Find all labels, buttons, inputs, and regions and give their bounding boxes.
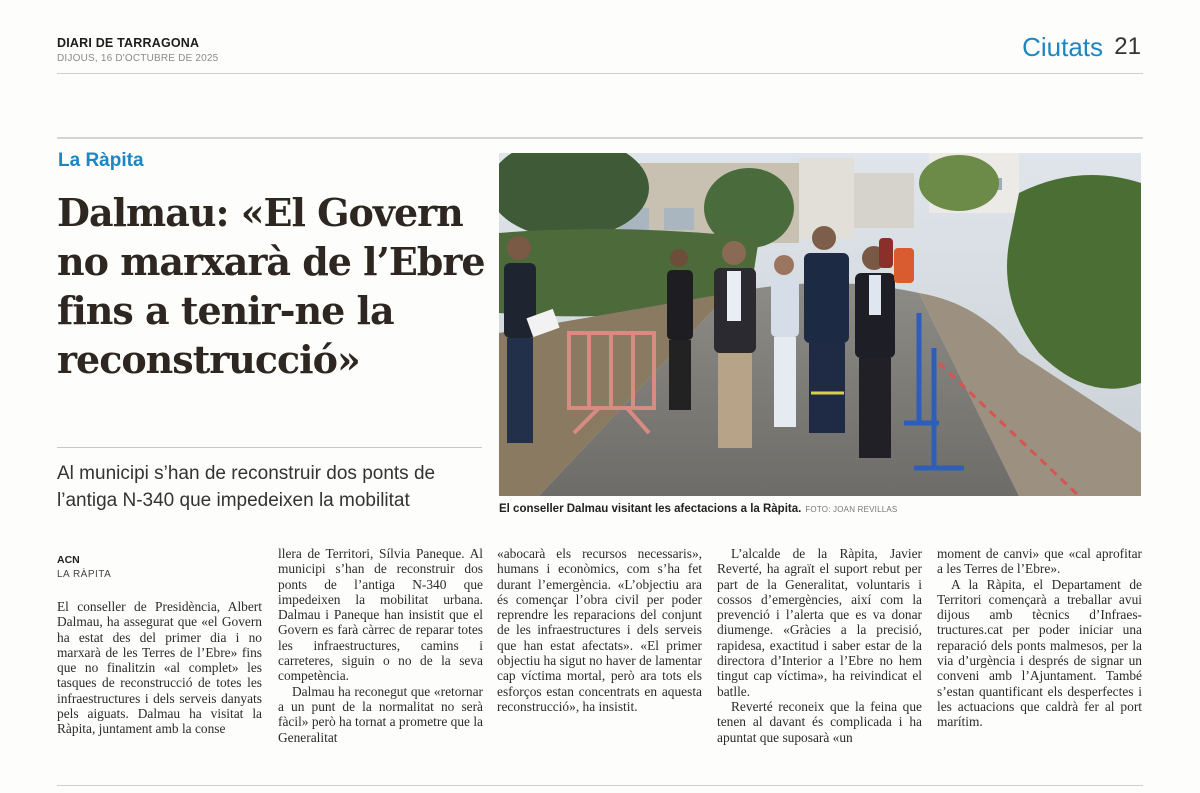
- article-photo: [499, 153, 1141, 496]
- body-paragraph: moment de canvi» que «cal aprofitar a les Terres de l’Ebre».: [937, 546, 1142, 577]
- article-top-divider: [57, 137, 1143, 139]
- masthead: [57, 34, 1143, 76]
- page-number: 21: [1114, 33, 1141, 60]
- body-paragraph: El conseller de Presidència, Albert Dalmau, ha assegurat que «el Govern ha estat des del primer dia i no marxarà de les Terres de l’Ebre» fins que no finalitzin «al complet» les tasques de reconstrucció de totes les infraestructures i dels serveis danyats pels aiguats. Dalmau ha visitat la Ràpita, juntament amb la conse: [57, 599, 262, 737]
- dateline: LA RÀPITA: [57, 569, 112, 580]
- photo-caption: [499, 503, 897, 515]
- body-column-1: [57, 599, 262, 737]
- section-title: Ciutats: [1022, 32, 1103, 62]
- body-column-2: [278, 546, 483, 745]
- photo-credit: FOTO: JOAN REVILLAS: [805, 505, 898, 514]
- body-column-5: [937, 546, 1142, 730]
- photo-caption-text: El conseller Dalmau visitant les afectacions a la Ràpita.: [499, 503, 802, 515]
- body-column-4: [717, 546, 922, 745]
- article-kicker: La Ràpita: [58, 150, 144, 171]
- body-paragraph: «abocarà els recursos necessaris», humans i econòmics, com s’ha fet durant l’emergència. «L’objectiu ara és començar l’obra civil per poder reprendre les reparacions del conjunt de les infraestructures i dels serveis que han estat afectats». «El primer objectiu ha sigut no haver de lamentar cap víctima mortal, però ara tots els esforços estan concentrats en aquesta reconstrucció», ha insistit.: [497, 546, 702, 714]
- body-paragraph: Dalmau ha reconegut que «retornar a un punt de la normalitat no serà fàcil» però ha tornat a prometre que la Generalitat: [278, 683, 483, 745]
- issue-date: DIJOUS, 16 D'OCTUBRE DE 2025: [57, 53, 219, 64]
- newspaper-name: DIARI DE TARRAGONA: [57, 36, 200, 50]
- article-subheadline: Al municipi s’han de reconstruir dos ponts de l’antiga N-340 que impedeixen la mobilitat: [57, 463, 436, 511]
- body-column-3: [497, 546, 702, 714]
- subheadline-divider: [57, 447, 482, 448]
- body-paragraph: L’alcalde de la Ràpita, Javier Reverté, ha agraït el suport rebut per part de la Generalitat, voluntaris i cossos d’emergències, així com la prevenció i l’alerta que es va donar diumenge. «Gràcies a la precisió, rapidesa, exactitud i saber estar de la directora d’Interior a l’Ebre no hem tingut cap víctima», ha reivindicat el batlle.: [717, 546, 922, 699]
- masthead-divider: [57, 73, 1143, 74]
- page-bottom-divider: [57, 785, 1143, 786]
- byline: ACN: [57, 554, 80, 566]
- body-paragraph: A la Ràpita, el Departament de Territori començarà a treballar avui dijous amb tècnics d’Infraestructures.cat per poder iniciar una reparació dels ponts malmesos, per la via d’urgència i després de signar un conveni amb l’Ajuntament. També s’estan quantificant els desperfectes i les actuacions que caldrà fer al port marítim.: [937, 576, 1142, 730]
- article-headline: Dalmau: «El Govern no marxarà de l’Ebre fins a tenir-ne la reconstrucció»: [57, 190, 485, 382]
- body-paragraph: llera de Territori, Sílvia Paneque. Al municipi s’han de reconstruir dos ponts de l’antiga N-340 que impedeixen la mobilitat urbana. Dalmau i Paneque han insistit que el Govern es farà càrrec de reparar totes les infraestructures, camins i carreteres, siguin o no de la seva competència.: [278, 546, 483, 684]
- body-paragraph: Reverté reconeix que la feina que tenen al davant és complicada i ha apuntat que suposarà «un: [717, 698, 922, 745]
